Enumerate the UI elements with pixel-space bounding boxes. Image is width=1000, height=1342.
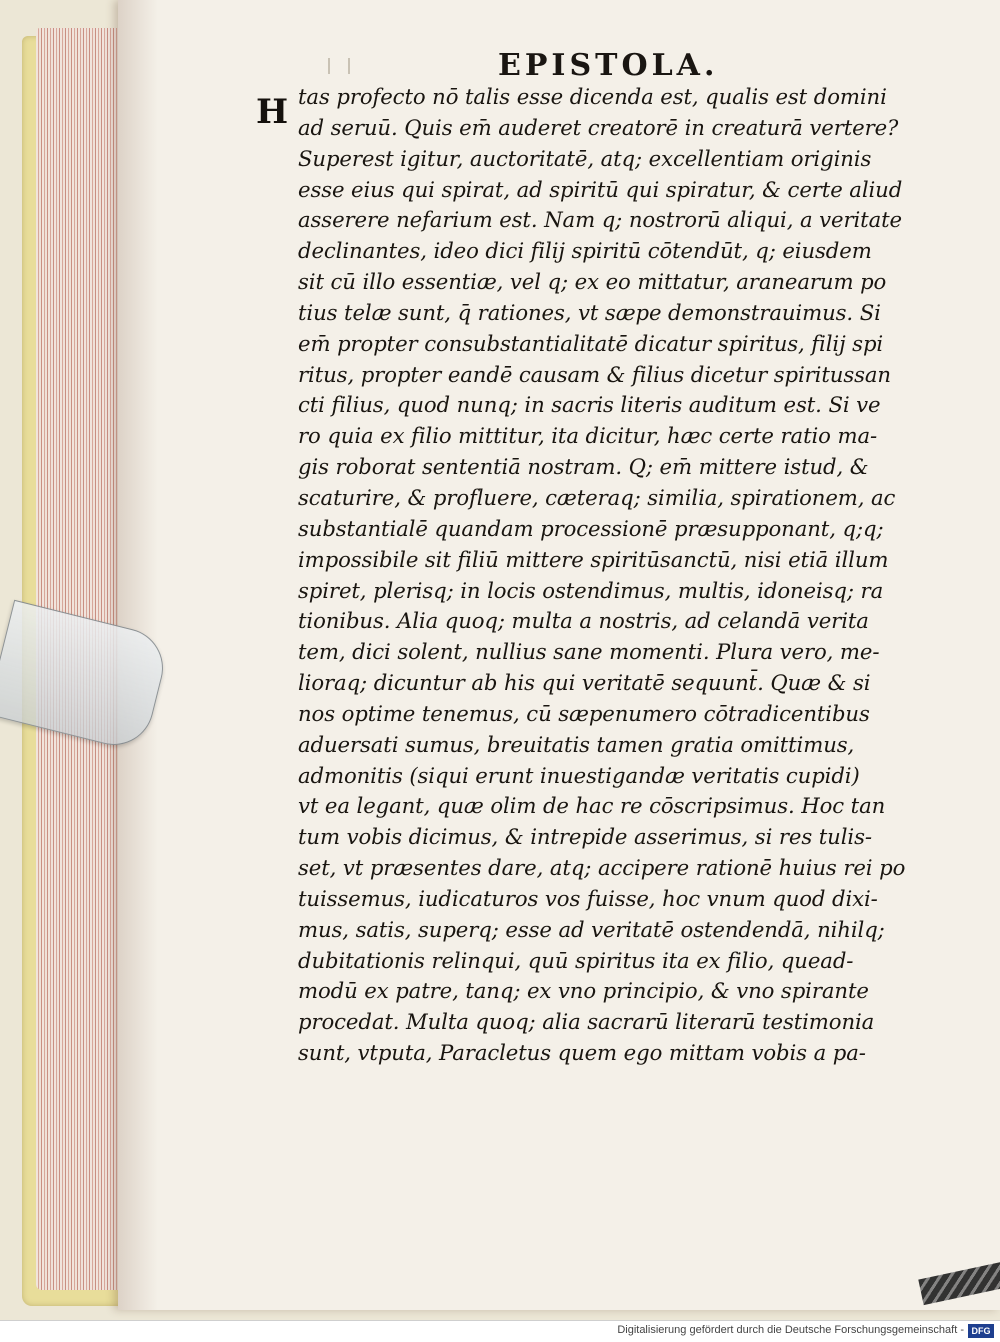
body-text bbox=[298, 82, 918, 1069]
text-line: modū ex patre, tanq; ex vno principio, & vno spirante bbox=[298, 978, 869, 1004]
text-line: vt ea legant, quæ olim de hac re cōscripsimus. Hoc tan bbox=[298, 793, 886, 819]
text-line: ro quia ex filio mittitur, ita dicitur, hæc certe ratio ma- bbox=[298, 423, 878, 449]
book-page bbox=[118, 0, 1000, 1310]
text-line: em̄ propter consubstantialitatē dicatur spiritus, filij spi bbox=[298, 330, 884, 356]
text-line: tem, dici solent, nullius sane momenti. Plura vero, me- bbox=[298, 639, 880, 665]
footer-credit: Digitalisierung gefördert durch die Deutsche Forschungsgemeinschaft - bbox=[617, 1324, 964, 1336]
text-line: spiret, plerisq; in locis ostendimus, multis, idoneisq; ra bbox=[298, 577, 884, 603]
text-line: aduersati sumus, breuitatis tamen gratia omittimus, bbox=[298, 731, 855, 757]
text-line: mus, satis, superq; esse ad veritatē ostendendā, nihilq; bbox=[298, 916, 885, 942]
text-line: substantialē quandam processionē præsupponant, q;q; bbox=[298, 515, 884, 541]
text-line: Superest igitur, auctoritatē, atq; excellentiam originis bbox=[298, 145, 872, 171]
text-line: declinantes, ideo dici filij spiritū cōtendūt, q; eiusdem bbox=[298, 238, 872, 264]
faded-mark bbox=[328, 58, 350, 74]
text-line: esse eius qui spirat, ad spiritū qui spiratur, & certe aliud bbox=[298, 176, 903, 202]
text-line: dubitationis relinqui, quū spiritus ita ex filio, quead- bbox=[298, 947, 854, 973]
text-line: gis roborat sententiā nostram. Q; em̄ mittere istud, & bbox=[298, 454, 869, 480]
text-line: asserere nefarium est. Nam q; nostrorū aliqui, a veritate bbox=[298, 207, 902, 233]
text-line: ritus, propter eandē causam & filius dicetur spiritussan bbox=[298, 361, 891, 387]
text-line: tas profecto nō talis esse dicenda est, qualis est domini bbox=[298, 84, 887, 109]
text-line: cti filius, quod nunq; in sacris literis auditum est. Si ve bbox=[298, 392, 881, 418]
initial-letter: H bbox=[256, 92, 289, 132]
text-line: sunt, vtputa, Paracletus quem ego mittam vobis a pa- bbox=[298, 1040, 866, 1066]
text-line: impossibile sit filiū mittere spiritūsanctū, nisi etiā illum bbox=[298, 546, 889, 572]
text-line: procedat. Multa quoq; alia sacrarū literarū testimonia bbox=[298, 1009, 875, 1035]
text-line: tius telæ sunt, q̄ rationes, vt sæpe demonstrauimus. Si bbox=[298, 299, 881, 325]
text-line: sit cū illo essentiæ, vel q; ex eo mittatur, aranearum po bbox=[298, 269, 887, 295]
text-line: set, vt præsentes dare, atq; accipere rationē huius rei po bbox=[298, 855, 906, 881]
text-line: ad seruū. Quis em̄ auderet creatorē in creaturā vertere? bbox=[298, 114, 899, 140]
text-line: tionibus. Alia quoq; multa a nostris, ad celandā verita bbox=[298, 608, 869, 634]
running-head: EPISTOLA. bbox=[498, 48, 719, 83]
text-line: lioraq; dicuntur ab his qui veritatē sequunt̄. Quæ & si bbox=[298, 670, 871, 696]
text-line: scaturire, & profluere, cæteraq; similia, spirationem, ac bbox=[298, 484, 896, 510]
dfg-logo: DFG bbox=[968, 1324, 994, 1338]
text-line: tum vobis dicimus, & intrepide asserimus, si res tulis- bbox=[298, 824, 872, 850]
text-line: tuissemus, iudicaturos vos fuisse, hoc vnum quod dixi- bbox=[298, 885, 878, 911]
text-line: nos optime tenemus, cū sæpenumero cōtradicentibus bbox=[298, 700, 870, 726]
text-line: admonitis (siqui erunt inuestigandæ veritatis cupidi) bbox=[298, 762, 860, 788]
footer-bar bbox=[0, 1320, 1000, 1342]
